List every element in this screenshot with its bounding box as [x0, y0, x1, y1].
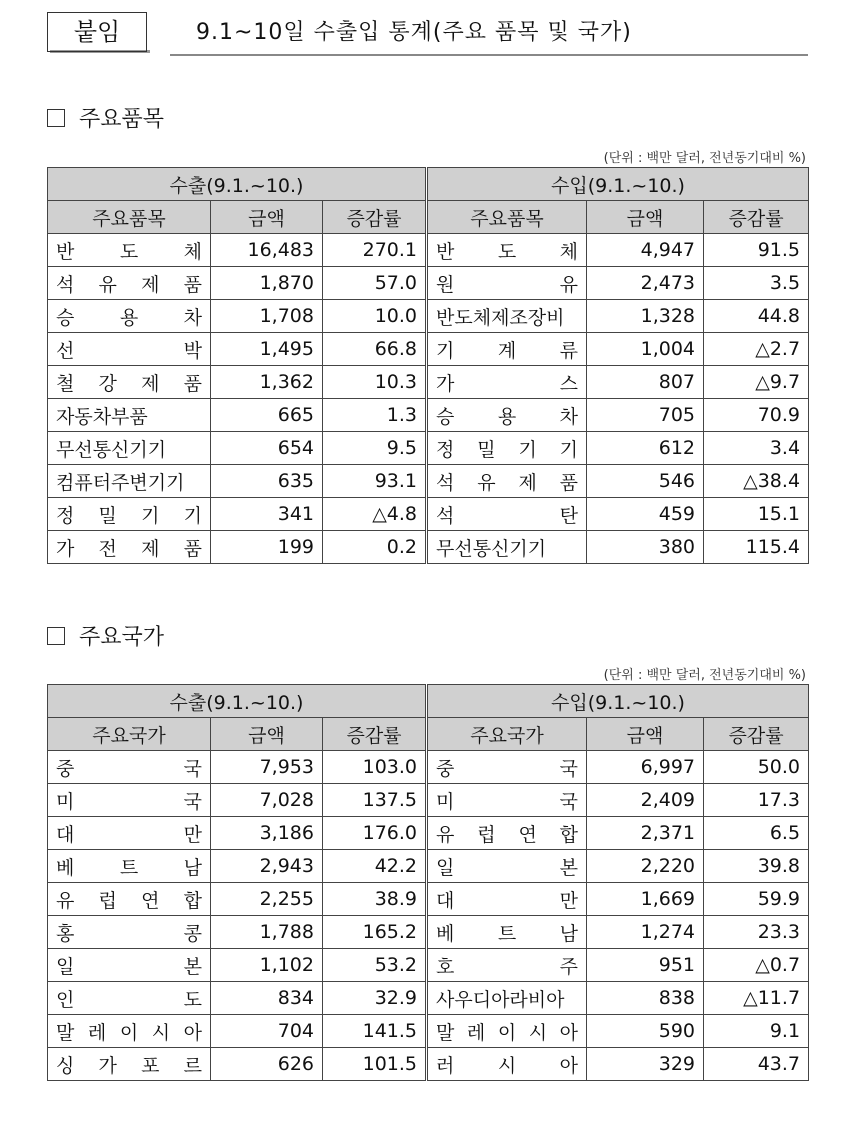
- import-header: 수입(9.1.~10.): [427, 685, 809, 718]
- export-rate-cell: 42.2: [323, 850, 427, 883]
- import-amount-cell: 590: [587, 1015, 704, 1048]
- export-name-cell: 싱 가 포 르: [48, 1048, 211, 1081]
- import-amount-cell: 2,409: [587, 784, 704, 817]
- table-row: [48, 465, 809, 498]
- table-row: [48, 817, 809, 850]
- import-rate-cell: △2.7: [704, 333, 809, 366]
- export-header: 수출(9.1.~10.): [48, 685, 427, 718]
- export-rate-cell: 103.0: [323, 751, 427, 784]
- import-rate-cell: 70.9: [704, 399, 809, 432]
- table-row: [48, 1048, 809, 1081]
- export-amount-cell: 1,362: [211, 366, 323, 399]
- import-name-cell: 승 용 차: [427, 399, 587, 432]
- col-item-export: 주요품목: [48, 201, 211, 234]
- import-amount-cell: 329: [587, 1048, 704, 1081]
- export-amount-cell: 3,186: [211, 817, 323, 850]
- col-amount-export: 금액: [211, 201, 323, 234]
- table-row: [48, 366, 809, 399]
- import-amount-cell: 1,004: [587, 333, 704, 366]
- table-row: [48, 784, 809, 817]
- export-name-cell: 홍 콩: [48, 916, 211, 949]
- import-rate-cell: 3.5: [704, 267, 809, 300]
- import-name-cell: 말 레 이 시 아: [427, 1015, 587, 1048]
- export-amount-cell: 199: [211, 531, 323, 564]
- export-amount-cell: 1,102: [211, 949, 323, 982]
- import-amount-cell: 705: [587, 399, 704, 432]
- export-amount-cell: 1,870: [211, 267, 323, 300]
- export-amount-cell: 654: [211, 432, 323, 465]
- col-rate-export: 증감률: [323, 718, 427, 751]
- export-amount-cell: 2,943: [211, 850, 323, 883]
- import-name-cell: 반 도 체: [427, 234, 587, 267]
- export-amount-cell: 7,953: [211, 751, 323, 784]
- import-rate-cell: 91.5: [704, 234, 809, 267]
- import-rate-cell: 115.4: [704, 531, 809, 564]
- export-rate-cell: 101.5: [323, 1048, 427, 1081]
- export-name-cell: 유 럽 연 합: [48, 883, 211, 916]
- table-row: [48, 982, 809, 1015]
- table-row: [48, 300, 809, 333]
- export-name-cell: 선 박: [48, 333, 211, 366]
- export-name-cell: 반 도 체: [48, 234, 211, 267]
- import-amount-cell: 459: [587, 498, 704, 531]
- export-name-cell: 컴퓨터주변기기: [48, 465, 211, 498]
- export-name-cell: 석 유 제 품: [48, 267, 211, 300]
- export-header: 수출(9.1.~10.): [48, 168, 427, 201]
- import-amount-cell: 2,220: [587, 850, 704, 883]
- countries-section-heading: [47, 620, 164, 651]
- import-amount-cell: 6,997: [587, 751, 704, 784]
- import-rate-cell: 59.9: [704, 883, 809, 916]
- export-rate-cell: 1.3: [323, 399, 427, 432]
- col-country-export: 주요국가: [48, 718, 211, 751]
- export-name-cell: 무선통신기기: [48, 432, 211, 465]
- import-rate-cell: △11.7: [704, 982, 809, 1015]
- export-amount-cell: 665: [211, 399, 323, 432]
- export-amount-cell: 16,483: [211, 234, 323, 267]
- import-name-cell: 중 국: [427, 751, 587, 784]
- export-rate-cell: 137.5: [323, 784, 427, 817]
- export-amount-cell: 7,028: [211, 784, 323, 817]
- countries-table: [47, 684, 809, 1081]
- import-name-cell: 미 국: [427, 784, 587, 817]
- import-name-cell: 사우디아라비아: [427, 982, 587, 1015]
- export-name-cell: 대 만: [48, 817, 211, 850]
- import-rate-cell: 43.7: [704, 1048, 809, 1081]
- export-amount-cell: 1,788: [211, 916, 323, 949]
- export-amount-cell: 341: [211, 498, 323, 531]
- export-rate-cell: 66.8: [323, 333, 427, 366]
- countries-unit-note: (단위 : 백만 달러, 전년동기대비 %): [603, 668, 806, 683]
- import-rate-cell: 3.4: [704, 432, 809, 465]
- import-rate-cell: 44.8: [704, 300, 809, 333]
- col-amount-export: 금액: [211, 718, 323, 751]
- export-rate-cell: 32.9: [323, 982, 427, 1015]
- import-rate-cell: 23.3: [704, 916, 809, 949]
- table-row: [48, 916, 809, 949]
- export-rate-cell: 10.3: [323, 366, 427, 399]
- export-rate-cell: 9.5: [323, 432, 427, 465]
- col-item-import: 주요품목: [427, 201, 587, 234]
- table-row: [48, 531, 809, 564]
- export-rate-cell: △4.8: [323, 498, 427, 531]
- items-table: [47, 167, 809, 564]
- import-rate-cell: △0.7: [704, 949, 809, 982]
- checkbox-icon: [47, 109, 65, 127]
- export-amount-cell: 834: [211, 982, 323, 1015]
- import-name-cell: 석 유 제 품: [427, 465, 587, 498]
- export-name-cell: 말 레 이 시 아: [48, 1015, 211, 1048]
- table-row: [48, 432, 809, 465]
- import-rate-cell: △9.7: [704, 366, 809, 399]
- col-rate-import: 증감률: [704, 201, 809, 234]
- table-row: [48, 267, 809, 300]
- export-name-cell: 인 도: [48, 982, 211, 1015]
- import-amount-cell: 838: [587, 982, 704, 1015]
- export-rate-cell: 0.2: [323, 531, 427, 564]
- import-amount-cell: 1,274: [587, 916, 704, 949]
- attachment-tag: 붙임: [47, 12, 147, 52]
- col-country-import: 주요국가: [427, 718, 587, 751]
- import-name-cell: 유 럽 연 합: [427, 817, 587, 850]
- col-rate-import: 증감률: [704, 718, 809, 751]
- table-row: [48, 1015, 809, 1048]
- countries-heading-label: 주요국가: [79, 625, 165, 650]
- export-amount-cell: 626: [211, 1048, 323, 1081]
- import-name-cell: 석 탄: [427, 498, 587, 531]
- checkbox-icon: [47, 627, 65, 645]
- import-name-cell: 기 계 류: [427, 333, 587, 366]
- items-section-heading: [47, 102, 164, 133]
- export-name-cell: 정 밀 기 기: [48, 498, 211, 531]
- items-heading-label: 주요품목: [79, 107, 165, 132]
- export-rate-cell: 176.0: [323, 817, 427, 850]
- import-amount-cell: 1,328: [587, 300, 704, 333]
- import-name-cell: 가 스: [427, 366, 587, 399]
- export-rate-cell: 10.0: [323, 300, 427, 333]
- import-amount-cell: 1,669: [587, 883, 704, 916]
- import-name-cell: 원 유: [427, 267, 587, 300]
- import-amount-cell: 951: [587, 949, 704, 982]
- export-amount-cell: 1,708: [211, 300, 323, 333]
- export-rate-cell: 53.2: [323, 949, 427, 982]
- export-rate-cell: 38.9: [323, 883, 427, 916]
- import-amount-cell: 2,371: [587, 817, 704, 850]
- export-rate-cell: 270.1: [323, 234, 427, 267]
- table-row: [48, 333, 809, 366]
- import-amount-cell: 807: [587, 366, 704, 399]
- export-name-cell: 일 본: [48, 949, 211, 982]
- col-rate-export: 증감률: [323, 201, 427, 234]
- import-header: 수입(9.1.~10.): [427, 168, 809, 201]
- table-row: [48, 399, 809, 432]
- import-amount-cell: 546: [587, 465, 704, 498]
- import-name-cell: 호 주: [427, 949, 587, 982]
- import-name-cell: 베 트 남: [427, 916, 587, 949]
- table-row: [48, 234, 809, 267]
- export-name-cell: 철 강 제 품: [48, 366, 211, 399]
- import-name-cell: 정 밀 기 기: [427, 432, 587, 465]
- import-rate-cell: 50.0: [704, 751, 809, 784]
- import-rate-cell: △38.4: [704, 465, 809, 498]
- import-name-cell: 일 본: [427, 850, 587, 883]
- table-row: [48, 883, 809, 916]
- import-name-cell: 무선통신기기: [427, 531, 587, 564]
- import-rate-cell: 17.3: [704, 784, 809, 817]
- export-rate-cell: 141.5: [323, 1015, 427, 1048]
- export-name-cell: 미 국: [48, 784, 211, 817]
- table-row: [48, 850, 809, 883]
- export-amount-cell: 2,255: [211, 883, 323, 916]
- import-rate-cell: 39.8: [704, 850, 809, 883]
- items-unit-note: (단위 : 백만 달러, 전년동기대비 %): [603, 151, 806, 166]
- table-row: [48, 751, 809, 784]
- table-row: [48, 949, 809, 982]
- import-amount-cell: 380: [587, 531, 704, 564]
- export-amount-cell: 635: [211, 465, 323, 498]
- import-rate-cell: 15.1: [704, 498, 809, 531]
- import-amount-cell: 612: [587, 432, 704, 465]
- table-row: [48, 498, 809, 531]
- col-amount-import: 금액: [587, 718, 704, 751]
- import-amount-cell: 4,947: [587, 234, 704, 267]
- export-name-cell: 베 트 남: [48, 850, 211, 883]
- document-title: 9.1~10일 수출입 통계(주요 품목 및 국가): [170, 12, 808, 56]
- import-name-cell: 반도체제조장비: [427, 300, 587, 333]
- export-name-cell: 자동차부품: [48, 399, 211, 432]
- import-amount-cell: 2,473: [587, 267, 704, 300]
- export-rate-cell: 57.0: [323, 267, 427, 300]
- import-name-cell: 대 만: [427, 883, 587, 916]
- export-rate-cell: 93.1: [323, 465, 427, 498]
- export-name-cell: 중 국: [48, 751, 211, 784]
- export-name-cell: 가 전 제 품: [48, 531, 211, 564]
- export-rate-cell: 165.2: [323, 916, 427, 949]
- col-amount-import: 금액: [587, 201, 704, 234]
- export-name-cell: 승 용 차: [48, 300, 211, 333]
- export-amount-cell: 1,495: [211, 333, 323, 366]
- export-amount-cell: 704: [211, 1015, 323, 1048]
- import-name-cell: 러 시 아: [427, 1048, 587, 1081]
- import-rate-cell: 9.1: [704, 1015, 809, 1048]
- import-rate-cell: 6.5: [704, 817, 809, 850]
